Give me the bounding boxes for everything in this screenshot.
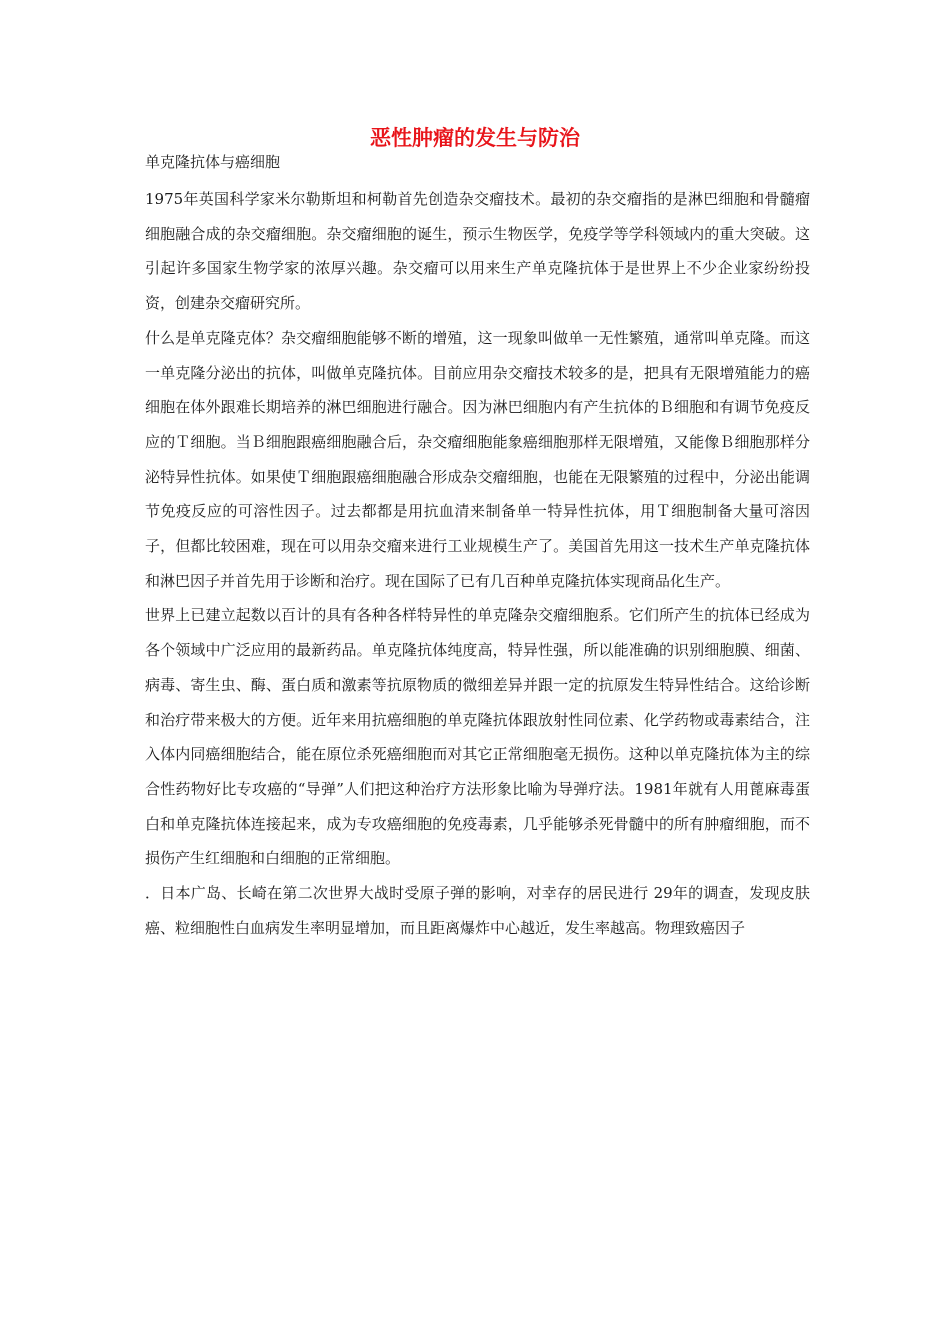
paragraph-radiation-carcinogen: ．日本广岛、长崎在第二次世界大战时受原子弹的影响，对幸存的居民进行 29年的调查，发现皮肤癌、粒细胞性白血病发生率明显增加，而且距离爆炸中心越近，发生率越高。物理致癌因子 [145,884,810,937]
document-body [145,150,810,945]
section-subheading: 单克隆抗体与癌细胞 [145,153,281,171]
paragraph-monoclonal-applications: 世界上已建立起数以百计的具有各种各样特异性的单克隆杂交瘤细胞系。它们所产生的抗体已经成为各个领域中广泛应用的最新药品。单克隆抗体纯度高，特异性强，所以能准确的识别细胞膜、细菌、病毒、寄生虫、酶、蛋白质和激素等抗原物质的微细差异并跟一定的抗原发生特异性结合。这给诊断和治疗带来极大的方便。近年来用抗癌细胞的单克隆抗体跟放射性同位素、化学药物或毒素结合，注入体内同癌细胞结合，能在原位杀死癌细胞而对其它正常细胞毫无损伤。这种以单克隆抗体为主的综合性药物好比专攻癌的“导弹”人们把这种治疗方法形象比喻为导弹疗法。1981年就有人用蓖麻毒蛋白和单克隆抗体连接起来，成为专攻癌细胞的免疫毒素，几乎能够杀死骨髓中的所有肿瘤细胞，而不损伤产生红细胞和白细胞的正常细胞。 [145,606,810,868]
document-title: 恶性肿瘤的发生与防治 [370,126,580,150]
paragraph-hybridoma-history: 1975年英国科学家米尔勒斯坦和柯勒首先创造杂交瘤技术。最初的杂交瘤指的是淋巴细胞和骨髓瘤细胞融合成的杂交瘤细胞。杂交瘤细胞的诞生，预示生物医学，免疫学等学科领域内的重大突破。这引起许多国家生物学家的浓厚兴趣。杂交瘤可以用来生产单克隆抗体于是世界上不少企业家纷纷投资，创建杂交瘤研究所。 [145,190,810,313]
paragraph-monoclonal-definition: 什么是单克隆克体？杂交瘤细胞能够不断的增殖，这一现象叫做单一无性繁殖，通常叫单克隆。而这一单克隆分泌出的抗体，叫做单克隆抗体。目前应用杂交瘤技术较多的是，把具有无限增殖能力的癌细胞在体外跟难长期培养的淋巴细胞进行融合。因为淋巴细胞内有产生抗体的Ｂ细胞和有调节免疫反应的Ｔ细胞。当Ｂ细胞跟癌细胞融合后，杂交瘤细胞能象癌细胞那样无限增殖，又能像Ｂ细胞那样分泌特异性抗体。如果使Ｔ细胞跟癌细胞融合形成杂交瘤细胞，也能在无限繁殖的过程中，分泌出能调节免疫反应的可溶性因子。过去都都是用抗血清来制备单一特异性抗体，用Ｔ细胞制备大量可溶因子，但都比较困难，现在可以用杂交瘤来进行工业规模生产了。美国首先用这一技术生产单克隆抗体和淋巴因子并首先用于诊断和治疗。现在国际了已有几百种单克隆抗体实现商品化生产。 [145,328,810,590]
